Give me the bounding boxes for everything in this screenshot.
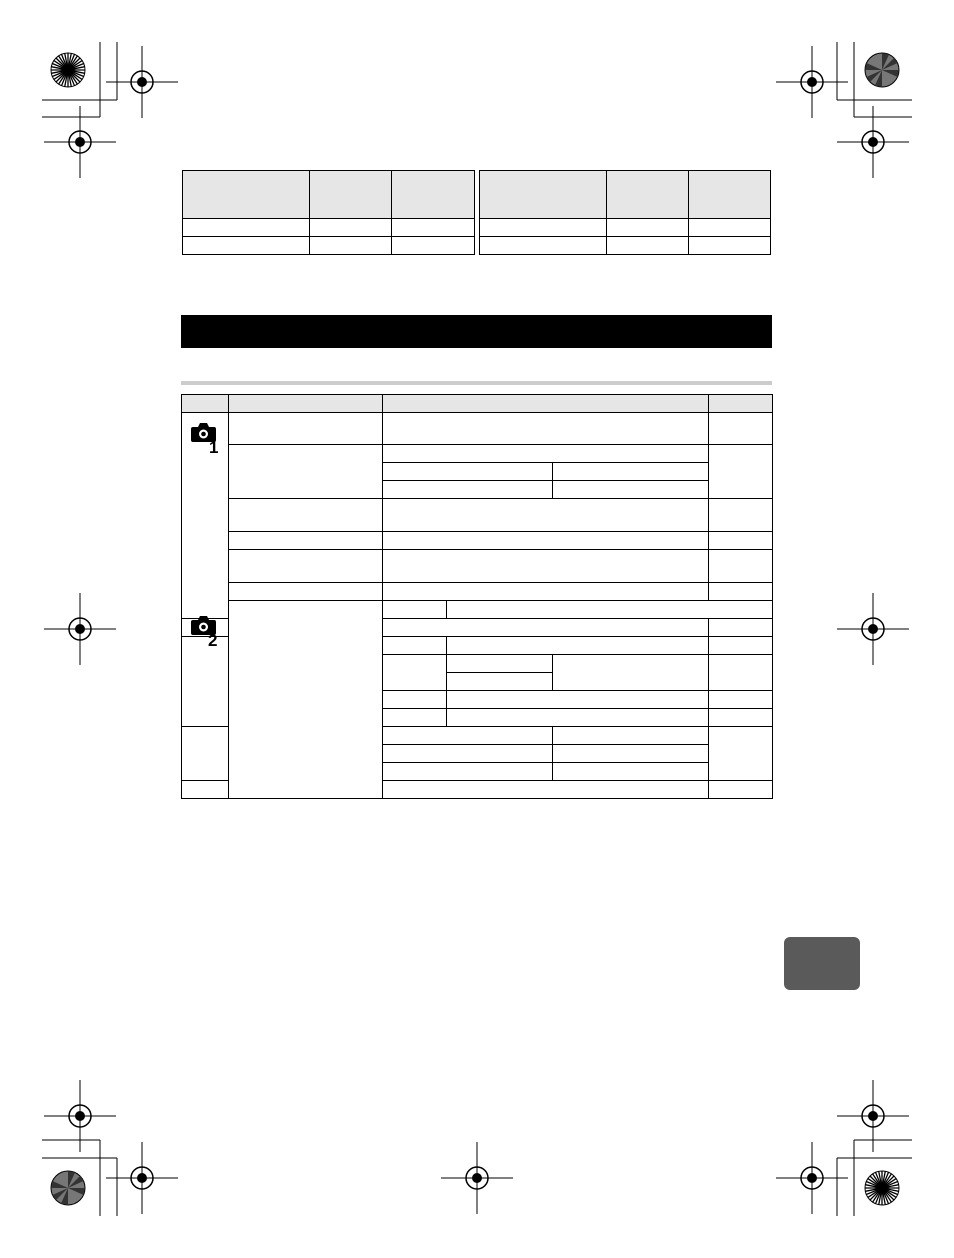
menu-2-digit: 2 <box>208 631 218 649</box>
page-side-tab <box>784 937 860 990</box>
table-header-cell <box>689 171 771 219</box>
table-cell <box>229 583 383 601</box>
table-header-cell <box>709 395 773 413</box>
table-cell <box>383 481 553 499</box>
table-cell <box>229 499 383 532</box>
table-cell <box>183 237 310 255</box>
table-cell <box>182 637 229 727</box>
table-cell <box>689 219 771 237</box>
table-header-cell <box>183 171 310 219</box>
menu-2-icon-cell <box>229 601 383 799</box>
table-cell <box>383 550 709 583</box>
table-cell <box>553 727 709 745</box>
table-cell <box>709 445 773 499</box>
table-cell <box>553 763 709 781</box>
table-cell <box>447 709 709 727</box>
table-cell <box>383 445 709 463</box>
table-cell <box>182 727 229 781</box>
table-cell <box>229 532 383 550</box>
menu-table <box>181 394 773 799</box>
table-header-cell <box>310 171 392 219</box>
table-cell <box>383 709 447 727</box>
table-cell <box>447 691 709 709</box>
table-cell <box>183 219 310 237</box>
table-cell <box>553 481 709 499</box>
table-cell <box>383 745 553 763</box>
table-cell <box>383 691 447 709</box>
table-cell <box>709 499 773 532</box>
menu-1-digit: 1 <box>209 438 219 456</box>
top-table-right <box>479 170 771 255</box>
table-cell <box>392 237 475 255</box>
table-header-cell <box>182 395 229 413</box>
table-cell <box>447 673 553 691</box>
section-divider <box>181 381 772 385</box>
section-heading-bar <box>181 315 772 348</box>
table-cell <box>709 532 773 550</box>
table-cell <box>383 655 447 691</box>
table-cell <box>709 709 773 727</box>
table-cell <box>709 655 773 691</box>
table-cell <box>689 237 771 255</box>
table-cell <box>383 763 553 781</box>
table-cell <box>553 655 709 691</box>
table-header-cell <box>229 395 383 413</box>
table-cell <box>447 637 709 655</box>
table-cell <box>383 637 447 655</box>
table-cell <box>607 219 689 237</box>
table-cell <box>383 499 709 532</box>
table-header-cell <box>392 171 475 219</box>
table-cell <box>607 237 689 255</box>
table-cell <box>709 583 773 601</box>
table-cell <box>447 601 773 619</box>
table-cell <box>383 781 709 799</box>
table-cell <box>310 237 392 255</box>
table-cell <box>229 445 383 499</box>
section-title <box>181 323 191 339</box>
table-cell <box>383 601 447 619</box>
table-cell <box>383 727 553 745</box>
table-cell <box>383 619 709 637</box>
table-header-cell <box>480 171 607 219</box>
table-cell <box>480 237 607 255</box>
table-cell <box>709 727 773 781</box>
table-cell <box>392 219 475 237</box>
table-header-cell <box>607 171 689 219</box>
table-cell <box>709 550 773 583</box>
table-cell <box>383 583 709 601</box>
table-cell <box>447 655 553 673</box>
table-cell <box>383 413 709 445</box>
table-cell <box>229 413 383 445</box>
top-table-left <box>182 170 475 255</box>
table-cell <box>553 463 709 481</box>
table-cell <box>709 691 773 709</box>
table-cell <box>182 781 229 799</box>
shooting-menu-2-icon <box>190 613 224 649</box>
table-cell <box>709 619 773 637</box>
table-cell <box>383 532 709 550</box>
table-cell <box>229 550 383 583</box>
table-header-cell <box>383 395 709 413</box>
table-cell <box>310 219 392 237</box>
table-cell <box>383 463 553 481</box>
table-cell <box>480 219 607 237</box>
table-cell <box>709 781 773 799</box>
shooting-menu-1-icon <box>190 420 224 456</box>
table-cell <box>709 637 773 655</box>
table-cell <box>553 745 709 763</box>
table-cell <box>709 413 773 445</box>
